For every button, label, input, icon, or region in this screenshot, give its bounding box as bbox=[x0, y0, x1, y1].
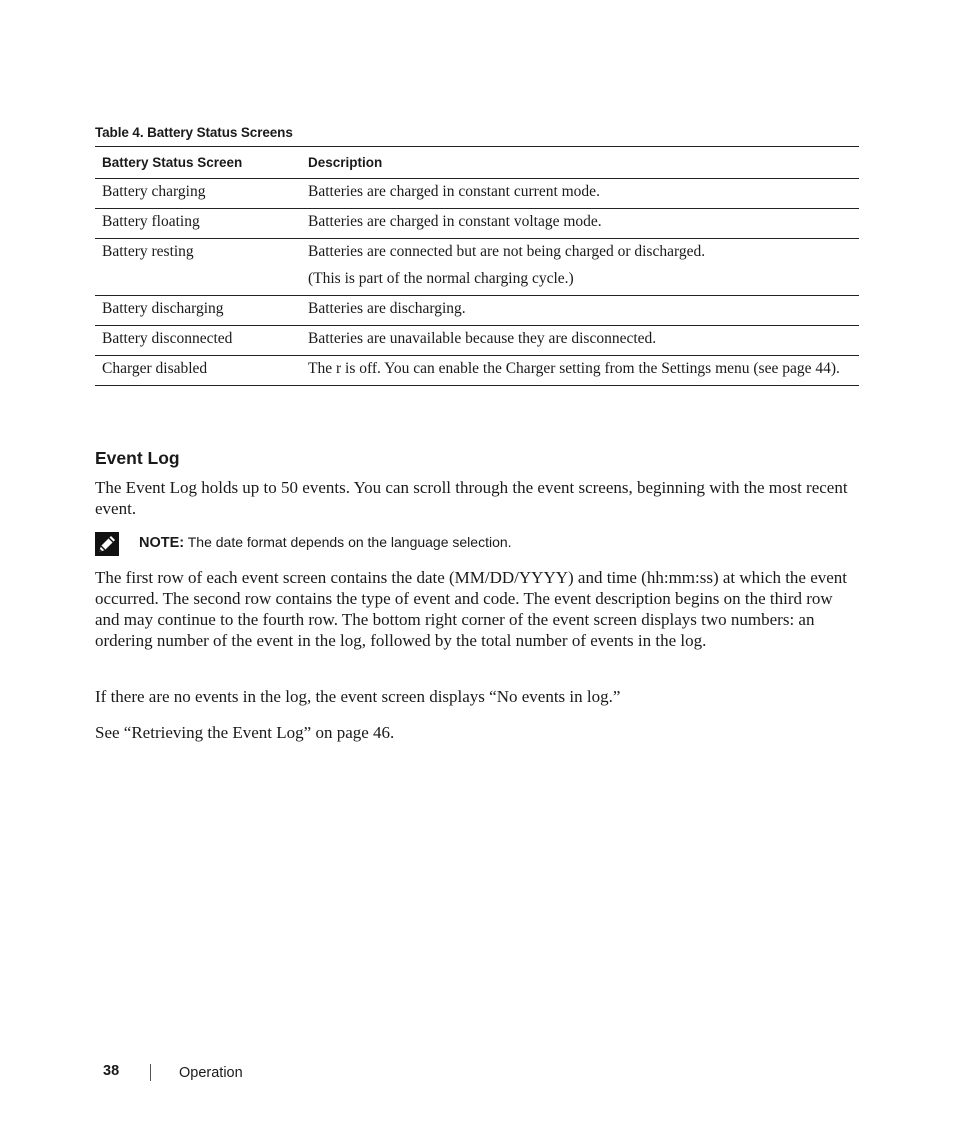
battery-status-table bbox=[95, 146, 859, 386]
column-header-description: Description bbox=[301, 147, 859, 179]
status-screen-cell: Battery disconnected bbox=[95, 326, 301, 356]
note-text bbox=[139, 534, 512, 551]
note-callout bbox=[95, 532, 859, 556]
status-screen-cell: Battery floating bbox=[95, 209, 301, 239]
note-pencil-icon bbox=[95, 532, 119, 556]
footer-divider bbox=[150, 1064, 151, 1081]
column-header-screen: Battery Status Screen bbox=[95, 147, 301, 179]
table-row bbox=[95, 179, 859, 209]
description-text: Batteries are connected but are not being charged or discharged. bbox=[308, 243, 706, 260]
table-header-row bbox=[95, 147, 859, 179]
note-body: The date format depends on the language selection. bbox=[187, 534, 512, 550]
description-cell bbox=[301, 296, 859, 326]
page-number: 38 bbox=[103, 1063, 120, 1079]
table-row bbox=[95, 239, 859, 296]
description-cell bbox=[301, 239, 859, 296]
table-row bbox=[95, 326, 859, 356]
body-paragraph: The first row of each event screen contains the date (MM/DD/YYYY) and time (hh:mm:ss) at which the event occurred. The second row contains the type of event and code. The event description begins on the third row and may continue to the fourth row. The bottom right corner of the event screen displays two numbers: an ordering number of the event in the log, followed by the total number of events in the log. bbox=[95, 568, 848, 650]
intro-paragraph: The Event Log holds up to 50 events. You can scroll through the event screens, beginning with the most recent event. bbox=[95, 478, 848, 518]
description-text: Batteries are charged in constant voltage mode. bbox=[308, 213, 602, 230]
description-cell bbox=[301, 356, 859, 386]
table-row bbox=[95, 356, 859, 386]
table-row bbox=[95, 209, 859, 239]
section-title: Event Log bbox=[95, 448, 180, 468]
description-text: (This is part of the normal charging cycle.) bbox=[308, 270, 574, 287]
description-text: Batteries are unavailable because they are disconnected. bbox=[308, 330, 657, 347]
table-row bbox=[95, 296, 859, 326]
description-cell bbox=[301, 179, 859, 209]
status-screen-cell: Charger disabled bbox=[95, 356, 301, 386]
description-text: Batteries are charged in constant current mode. bbox=[308, 183, 600, 200]
status-screen-cell: Battery resting bbox=[95, 239, 301, 296]
footer-section-name: Operation bbox=[179, 1065, 243, 1081]
description-text: Batteries are discharging. bbox=[308, 300, 466, 317]
status-screen-cell: Battery discharging bbox=[95, 296, 301, 326]
status-screen-cell: Battery charging bbox=[95, 179, 301, 209]
body-paragraph: If there are no events in the log, the event screen displays “No events in log.” bbox=[95, 687, 621, 706]
description-cell bbox=[301, 209, 859, 239]
note-label: NOTE: bbox=[139, 535, 185, 551]
description-text: The r is off. You can enable the Charger setting from the Settings menu (see page 44). bbox=[308, 360, 840, 377]
body-paragraph: See “Retrieving the Event Log” on page 46. bbox=[95, 723, 395, 742]
table-caption: Table 4. Battery Status Screens bbox=[95, 125, 293, 140]
description-cell bbox=[301, 326, 859, 356]
